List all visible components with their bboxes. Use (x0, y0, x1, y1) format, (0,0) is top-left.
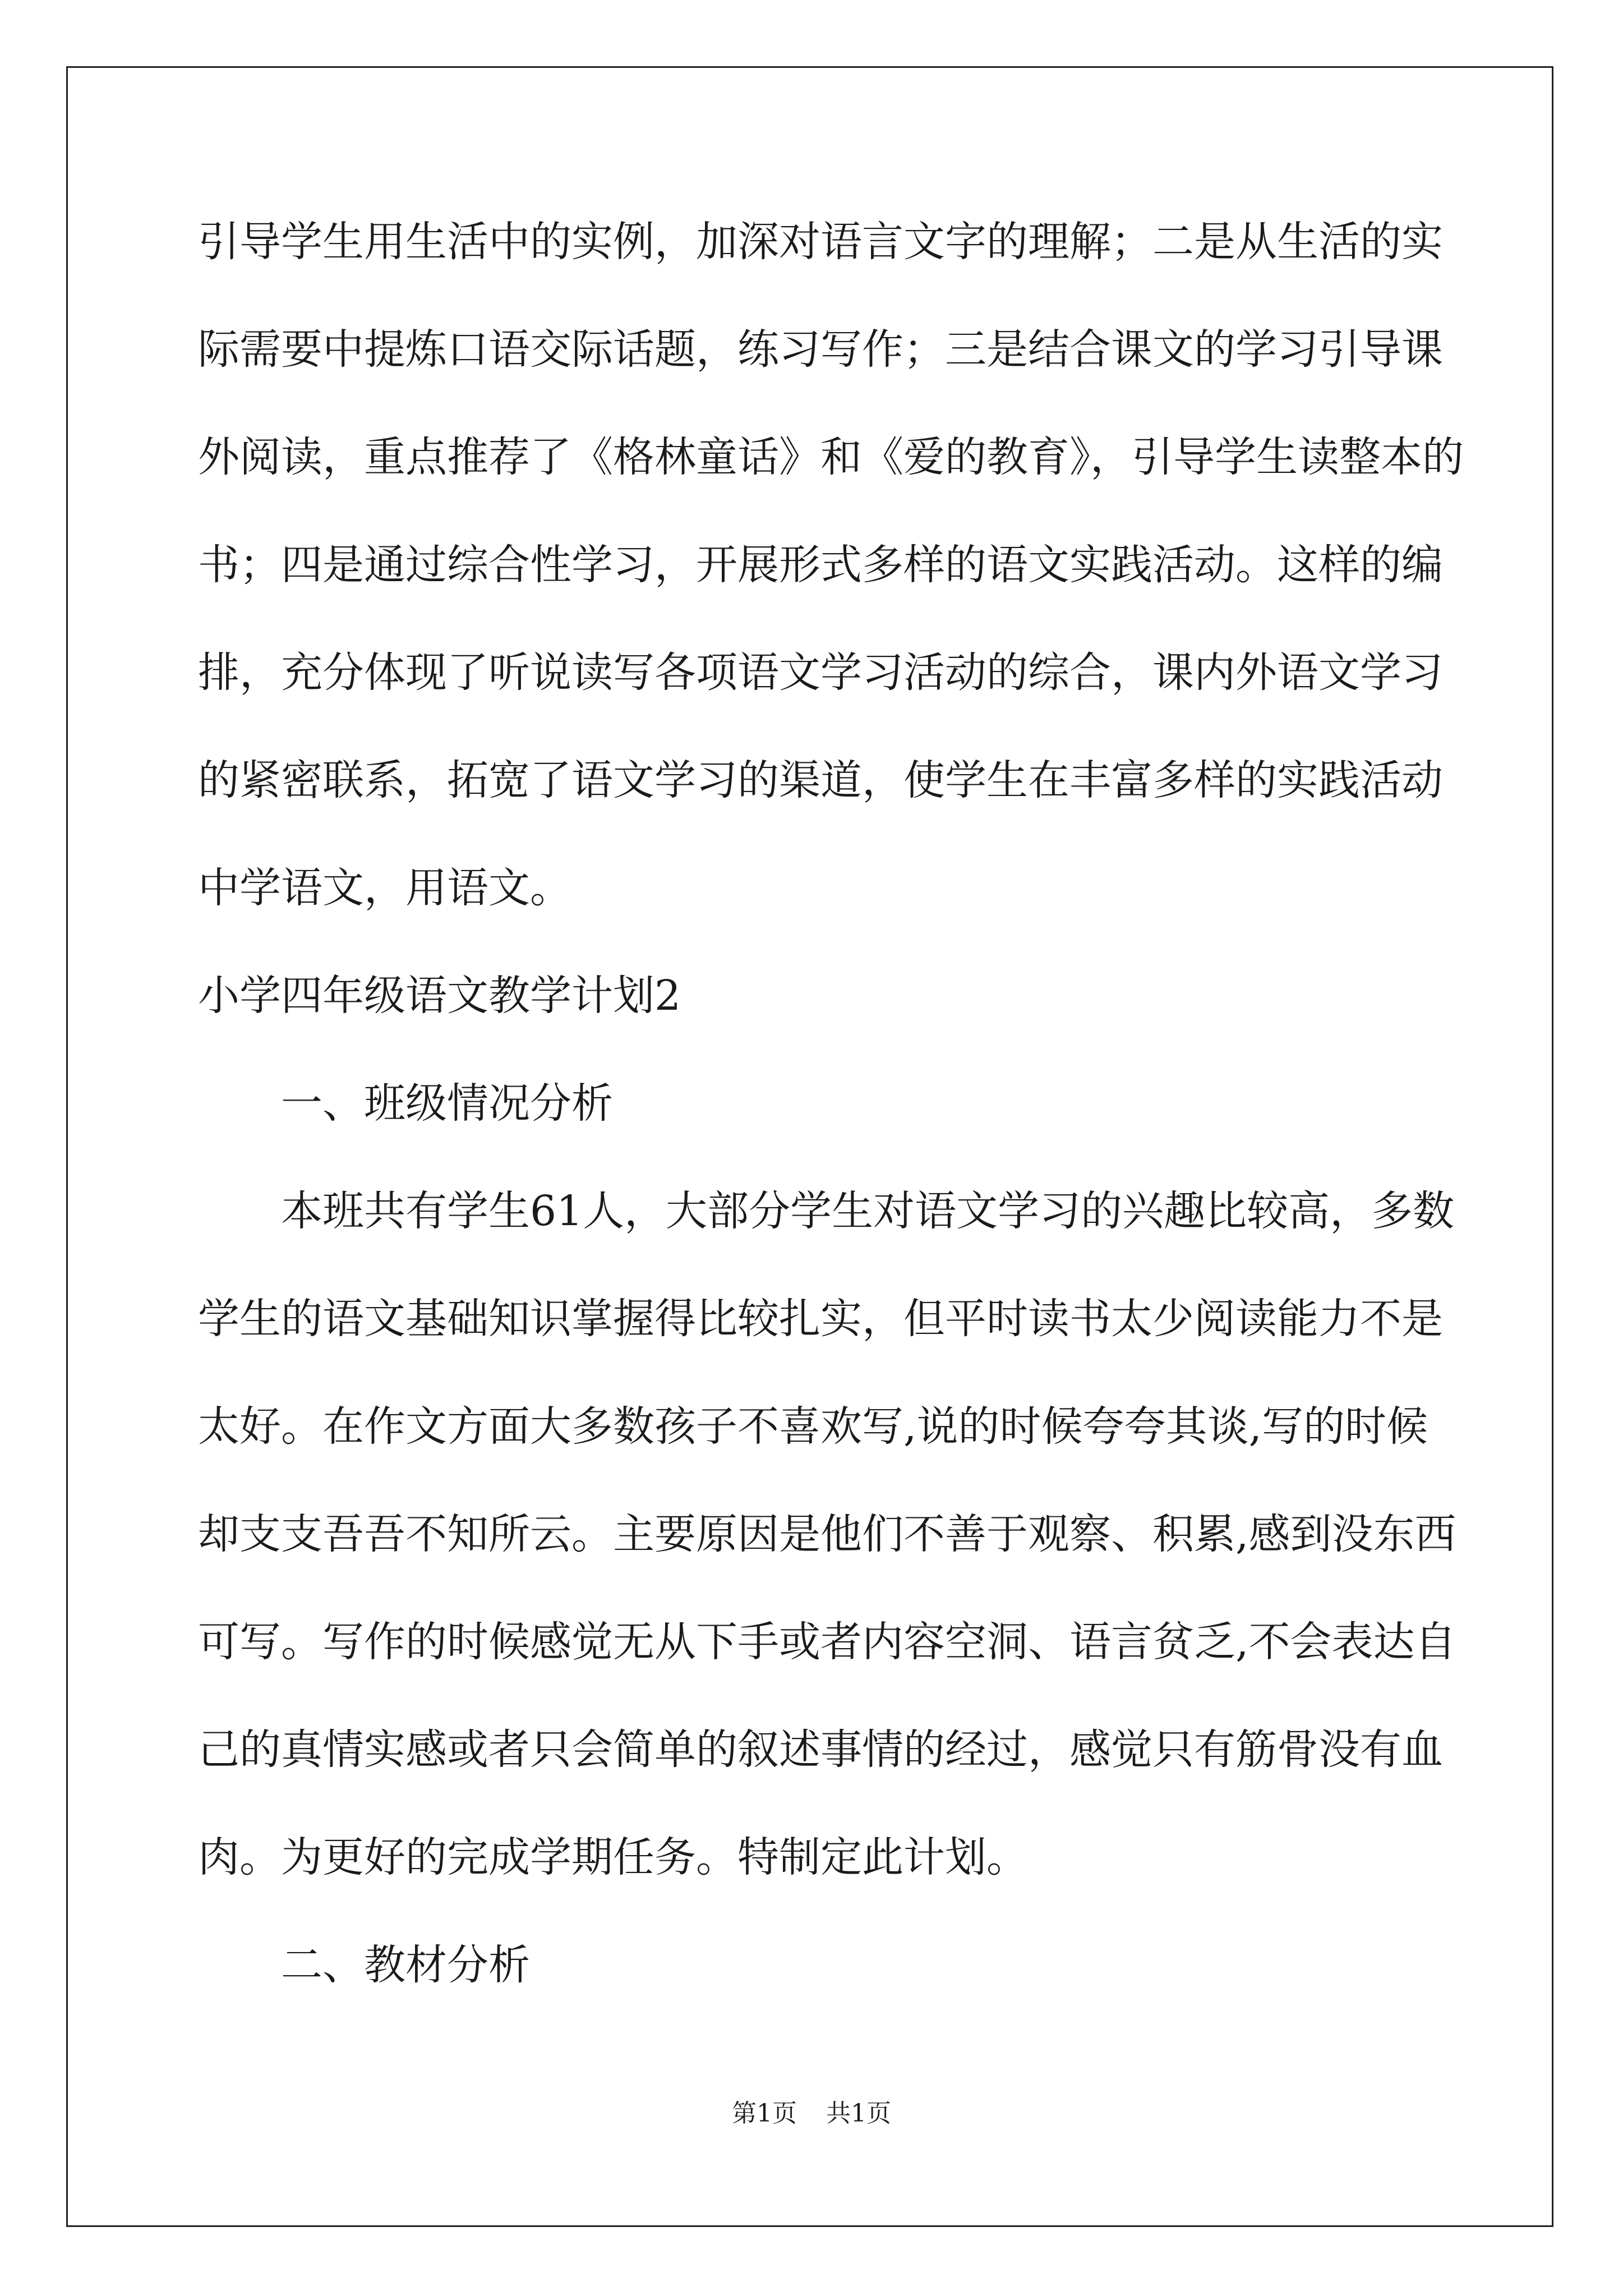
heading-class-analysis: 一、班级情况分析 (281, 1079, 613, 1128)
paragraph-line: 排，充分体现了听说读写各项语文学习活动的综合，课内外语文学习 (198, 648, 1443, 697)
paragraph-line: 太好。在作文方面大多数孩子不喜欢写,说的时候夸夸其谈,写的时候 (198, 1402, 1428, 1451)
heading-textbook-analysis: 二、教材分析 (281, 1941, 530, 1989)
paragraph-line: 己的真情实感或者只会简单的叙述事情的经过，感觉只有筋骨没有血 (198, 1726, 1443, 1774)
paragraph-line: 引导学生用生活中的实例，加深对语言文字的理解；二是从生活的实 (198, 218, 1443, 266)
paragraph-line: 可写。写作的时候感觉无从下手或者内容空洞、语言贫乏,不会表达自 (198, 1618, 1456, 1666)
section-title: 小学四年级语文教学计划2 (198, 972, 681, 1020)
paragraph-line: 的紧密联系，拓宽了语文学习的渠道，使学生在丰富多样的实践活动 (198, 756, 1443, 804)
paragraph-line: 外阅读，重点推荐了《格林童话》和《爱的教育》，引导学生读整本的 (198, 433, 1464, 481)
page-footer (0, 2097, 1623, 2131)
page-number: 第1页 (732, 2099, 797, 2128)
paragraph-line: 本班共有学生61人，大部分学生对语文学习的兴趣比较高，多数 (281, 1187, 1455, 1235)
paragraph-line: 却支支吾吾不知所云。主要原因是他们不善于观察、积累,感到没东西 (198, 1510, 1456, 1558)
paragraph-line: 书；四是通过综合性学习，开展形式多样的语文实践活动。这样的编 (198, 541, 1443, 589)
paragraph-line: 中学语文，用语文。 (198, 864, 571, 912)
paragraph-line: 肉。为更好的完成学期任务。特制定此计划。 (198, 1833, 1028, 1881)
paragraph-line: 际需要中提炼口语交际话题，练习写作；三是结合课文的学习引导课 (198, 325, 1443, 374)
page-total: 共1页 (826, 2099, 891, 2128)
paragraph-line: 学生的语文基础知识掌握得比较扎实，但平时读书太少阅读能力不是 (198, 1295, 1443, 1343)
page-border (66, 66, 1553, 2227)
